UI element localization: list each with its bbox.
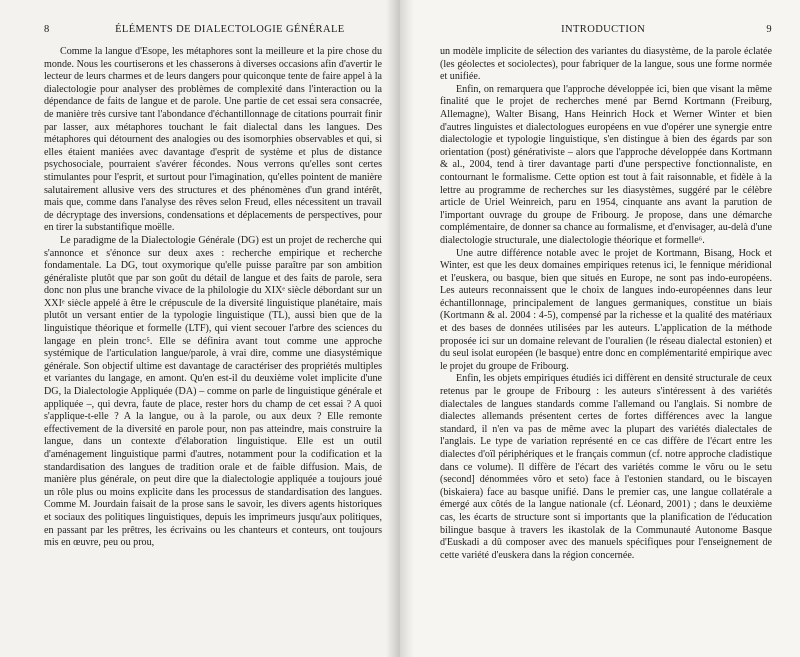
- page-number: 8: [44, 24, 50, 35]
- paragraph: Enfin, les objets empiriques étudiés ici diffèrent en densité structurale de ceux retenus par le groupe de Fribourg : les auteurs s'intéressent à des variétés dialectales de langues standards comme l'allemand ou l'anglais. Si nombre de dialectes allemands présentent certes de fortes différences avec la langue standard, il n'en va pas de même avec la plupart des variétés dialectales de l'anglais. Le type de variation représenté en ce cas diffère de l'écart entre les dialectes d'oïl périphériques et le français commun (cf. notre approche cladistique dans ce volume). Il diffère de l'écart des variétés comme le võru ou le setu (second] dénommées võro et seto) face à l'estonien standard, ou le biscayen (biskaiera) face au basque unifié. Dans le premier cas, une langue collatérale a émergé aux côtés de la langue nationale (cf. Léonard, 2001) ; dans le deuxième cas, les écarts de structure sont si importants que la planification de l'éducation bilingue basque à travers les ikastolak de la Communauté Autonome Basque d'Euskadi a dû composer avec des manuels spécifiques pour l'enseignement de cette variété d'euskera dans la région concernée.: [440, 373, 772, 561]
- running-head: [44, 24, 382, 38]
- body-text: [44, 46, 382, 550]
- paragraph: Une autre différence notable avec le projet de Kortmann, Bisang, Hock et Winter, est que les deux domaines empiriques retenus ici, le fennique méridional et l'euskera, ou basque, bien que situés en Europe, ne sont pas indo-européens. Les auteurs reconnaissent que le choix de langues indo-européennes dans leur échantillonnage, principalement de langues germaniques, constitue un biais (Kortmann & al. 2004 : 4-5), compensé par la richesse et la qualité des matériaux et des bases de données utilisées par les auteurs. L'application de la méthode proposée ici sur un domaine relevant de l'ouralien (le réseau dialectal estonien) et du seul isolat européen (le basque) entre donc en complémentarité empirique avec le projet du groupe de Fribourg.: [440, 247, 772, 372]
- gutter-shadow: [386, 0, 400, 657]
- running-head-title: INTRODUCTION: [561, 24, 646, 35]
- body-text: [440, 46, 772, 562]
- paragraph: un modèle implicite de sélection des variantes du diasystème, de la parole éclatée (les géolectes et sociolectes), pour fabriquer de la langue, sous une forme normée et unifiée.: [440, 46, 772, 83]
- paragraph: Enfin, on remarquera que l'approche développée ici, bien que visant la même finalité que le projet de recherches mené par Bernd Kortmann (Freiburg, Allemagne), Walter Bisang, Hans Heinrich Hock et Werner Winter et bien d'autres linguistes et dialectologues européens en vue d'opérer une synergie entre dialectologie et typologie linguistique, s'en distingue à bien des égards par son orientation (post) générativiste – alors que l'approche développée dans Kortmann & al., 2004, tend à tirer davantage parti d'une perspective fonctionnaliste, en contournant le formalisme. Cette option est tout à fait raisonnable, et fidèle à la lettre au programme de recherches sur les diasystèmes, suggéré par le célèbre article de Uriel Weinreich, paru en 1954, cinquante ans avant la parution de l'important ouvrage du groupe de Fribourg. Je propose, dans une démarche complémentaire, de donner sa chance au formalisme, et d'envisager, au-delà d'une dialectologie structurale, une dialectologie théorique et formelle⁶.: [440, 83, 772, 246]
- paragraph: Le paradigme de la Dialectologie Générale (DG) est un projet de recherche qui s'annonce et s'énonce sur deux axes : recherche empirique et recherche fondamentale. La DG, tout oxymorique qu'elle puisse paraître par son ambition généraliste plutôt que par son goût du détail de langue et des faits de parole, sera donc non plus une branche vivace de la philologie du XIXᵉ siècle débordant sur un XXIᵉ siècle appelé à être le crépuscule de la diversité linguistique planétaire, mais plutôt un versant entier de la typologie linguistique (TL), aussi bien que de la linguistique théorique et formelle (LTF), qui vient secouer l'arbre des sciences du langage en plein tronc⁵. Elle se définira avant tout comme une approche systémique de l'articulation langue/parole, à vrai dire, comme une diasystémique générale. Son objectif ultime est davantage de caractériser des propriétés multiples et variantes du langage, en amont. Qu'en est-il du deuxième volet implicite d'une DG, la Dialectologie Appliquée (DA) – comme on parle de linguistique générale et appliquée –, qui devra, faute de place, rester hors du champ de cet essai ? A quoi s'applique-t-elle ? A la langue, ou à la parole, ou aux deux ? Elle remonte effectivement de la diversité en parole pour, non pas atteindre, mais construire la langue, dans un contexte d'élaboration linguistique. Elle est un outil d'aménagement linguistique parmi d'autres, notamment pour la codification et la standardisation des langues de tradition orale et de faible diffusion. Mais, de manière plus générale, on peut dire que la dialectologie appliquée a toujours joué un rôle plus ou moins explicite dans les processus de standardisation des langues. Comme M. Jourdain faisait de la prose sans le savoir, les divers agents historiques et sociaux des politiques linguistiques, depuis les imprimeurs jusqu'aux politiques, en passant par les prêtres, les écrivains ou les chanteurs et conteurs, ont toujours mis en œuvre, peu ou prou,: [44, 234, 382, 549]
- page-number: 9: [766, 24, 772, 35]
- running-head: [440, 24, 772, 38]
- paragraph: Comme la langue d'Esope, les métaphores sont la meilleure et la pire chose du monde. Nous les courtiserons et les chasserons à diverses occasions afin d'avertir le lecteur de leurs charmes et de leurs dangers pour quiconque tente de faire appel à la dialectologie pour analyser des problèmes de complexité dans l'interaction ou la dépendance de faits de langue et de parole. Une partie de cet essai sera consacrée, de manière très cursive tant l'abondance d'échantillonnage de citations pourrait finir par lasser, aux métaphores touchant le fait dialectal dans les langues. Des métaphores qui détournent des analogies ou des isomorphies observables et qui, si elles étaient maniées avec davantage d'esprit de système et plus de distance psychosociale, pourraient s'avérer fécondes. Nous verrons qu'elles sont certes stimulantes pour l'esprit, et surtout pour l'imagination, qu'elles pointent de manière salutairement allusive vers des structures et des phénomènes d'un grand intérêt, mais que, comme dans l'analyse des rêves selon Freud, elles nécessitent un travail de décryptage des inversions, condensations et déplacements de perspectives, pour en tirer la substantifique moëlle.: [44, 46, 382, 234]
- gutter-shadow: [400, 0, 414, 657]
- running-head-title: ÉLÉMENTS DE DIALECTOLOGIE GÉNÉRALE: [115, 24, 345, 35]
- right-page: [400, 0, 800, 657]
